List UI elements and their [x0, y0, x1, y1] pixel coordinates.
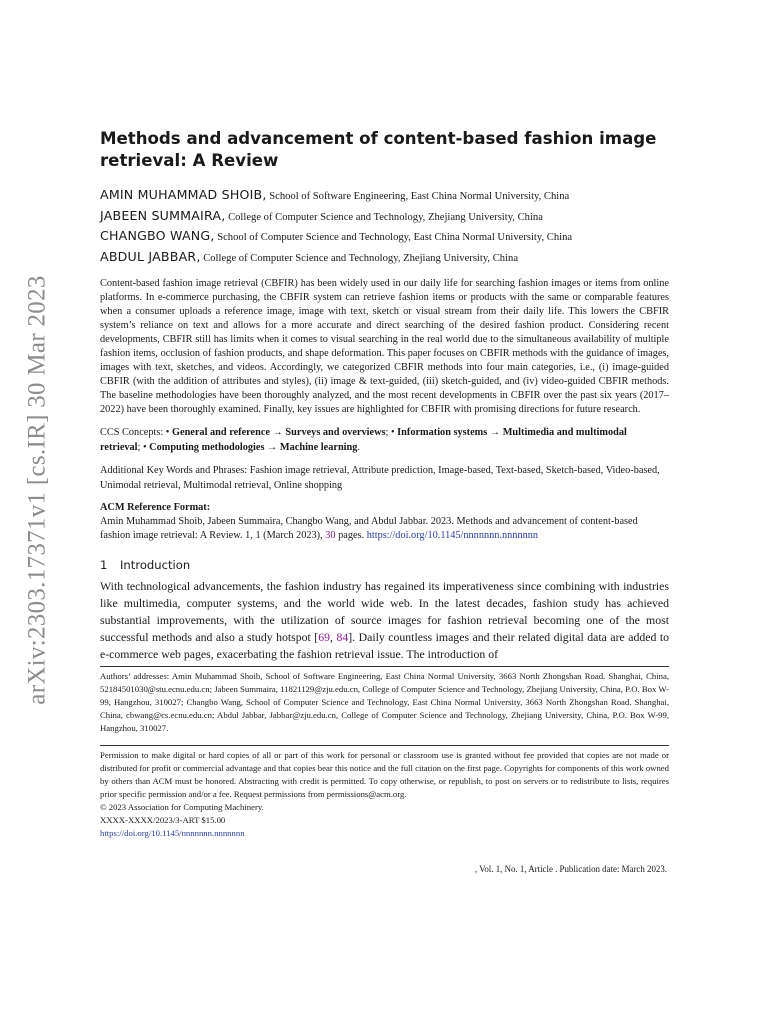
- author-affiliation: School of Software Engineering, East China Normal University, China: [266, 191, 570, 202]
- intro-text: With technological advancements, the fashion industry has regained its imperativeness since combining with industries like multimedia, computer systems, and the world wide web. In the latest decades, fashion study has achieved substantial improvements, with the utilization of source images for fashion retrieval becoming one of the most successful methods and also a study hotspot [: [100, 579, 669, 644]
- reference-format-title: ACM Reference Format:: [100, 502, 211, 513]
- author-name: CHANGBO WANG,: [100, 228, 215, 243]
- author-entry: [100, 227, 669, 248]
- authors-addresses-footnote: Authors’ addresses: Amin Muhammad Shoib, School of Software Engineering, East China Normal University, 3663 North Zhongshan Road. Shanghai, China, 52184501030@stu.ecnu.edu.cn; Jabeen Summaira, 11821129@zju.edu.cn, College of Computer Science and Technology, Zhejiang University, China, P.O. Box W-99, Hangzhou, 310027; Changbo Wang, School of Computer Science and Technology, East China Normal University, 3663 North Zhongshan Road. Shanghai, China, cbwang@cs.ecnu.edu.cn; Abdul Jabbar, Jabbar@zju.edu.cn, College of Computer Science and Technology, Zhejiang University, China, P.O. Box W-99, Hangzhou, 310027.: [100, 671, 669, 733]
- author-name: AMIN MUHAMMAD SHOIB,: [100, 187, 267, 202]
- ccs-concept: Multimedia and multimodal retrieval: [100, 427, 627, 453]
- pages-word: pages.: [335, 530, 367, 541]
- author-affiliation: School of Computer Science and Technology, East China Normal University, China: [214, 232, 573, 243]
- ccs-arrow: →: [269, 427, 286, 438]
- keywords: Additional Key Words and Phrases: Fashion image retrieval, Attribute prediction, Image-based, Text-based, Sketch-based, Video-based, Unimodal retrieval, Multimodal retrieval, Online shopping: [100, 465, 660, 491]
- abstract: Content-based fashion image retrieval (CBFIR) has been widely used in our daily life for searching fashion images or items from online platforms. In e-commerce purchasing, the CBFIR system can retrieve fashion items or products with the same or comparable features when a consumer uploads a reference image, image with text, sketch or visual stream from their daily life. This lowers the CBFIR system’s reliance on text and allows for a more accurate and direct searching of the desired fashion product. Considering recent developments, CBFIR still has limits when it comes to visual searching in the real world due to the simultaneous availability of multiple fashion items, occlusion of fashion products, and shape deformation. This paper focuses on CBFIR methods with the guidance of images, images with text, sketches, and videos. Accordingly, we categorized CBFIR methods into four main categories, i.e., (i) image-guided CBFIR (with the addition of attributes and styles), (ii) image & text-guided, (iii) sketch-guided, and (iv) video-guided CBFIR methods. The baseline methodologies have been thoroughly analyzed, and the most recent developments in CBFIR over the past six years (2017–2022) have been thoroughly examined. Finally, key issues are highlighted for CBFIR with promising directions for future research.: [100, 278, 669, 415]
- ccs-arrow: →: [264, 442, 280, 453]
- ccs-label: CCS Concepts:: [100, 427, 166, 438]
- paper-title: Methods and advancement of content-based fashion image retrieval: A Review: [100, 129, 657, 170]
- copyright-line: © 2023 Association for Computing Machinery.: [100, 802, 264, 812]
- paper-page: [100, 128, 669, 840]
- issn-line: XXXX-XXXX/2023/3-ART $15.00: [100, 815, 226, 825]
- ccs-concept: General and reference: [171, 427, 270, 438]
- arxiv-sidebar-stamp: [16, 275, 60, 705]
- publication-info: , Vol. 1, No. 1, Article . Publication date: March 2023.: [474, 864, 667, 874]
- ccs-bullet: •: [165, 427, 172, 438]
- ccs-end: .: [357, 442, 360, 453]
- ccs-concept: Machine learning: [279, 442, 358, 453]
- intro-text: ]. Daily countless images and their related digital data are added to e-commerce web pages, exacerbating the fashion retrieval issue. The introduction of: [100, 630, 670, 661]
- arxiv-id: arXiv:2303.17371v1 [cs.IR] 30 Mar 2023: [24, 275, 51, 705]
- author-affiliation: College of Computer Science and Technology, Zhejiang University, China: [225, 211, 543, 223]
- ccs-bullet: •: [142, 442, 150, 453]
- ccs-concepts: [100, 425, 669, 455]
- permission-notice: Permission to make digital or hard copies of all or part of this work for personal or classroom use is granted without fee provided that copies are not made or distributed for profit or commercial advantage and that copies bear this notice and the full citation on the first page. Copyrights for components of this work owned by others than ACM must be honored. Abstracting with credit is permitted. To copy otherwise, or republish, to post on servers or to redistribute to lists, requires prior specific permission and/or a fee. Request permissions from permissions@acm.org.: [100, 750, 669, 799]
- footnote-divider: [100, 666, 669, 667]
- author-name: JABEEN SUMMAIRA,: [100, 207, 226, 223]
- author-affiliation: College of Computer Science and Technology, Zhejiang University, China: [200, 252, 519, 264]
- author-name: ABDUL JABBAR,: [100, 248, 201, 264]
- author-entry: [100, 207, 669, 228]
- doi-footer-link[interactable]: https://doi.org/10.1145/nnnnnnn.nnnnnnn: [100, 828, 245, 838]
- citation-link[interactable]: 69: [318, 630, 331, 644]
- ccs-concept: Computing methodologies: [149, 442, 265, 453]
- reference-format-text: [100, 515, 669, 543]
- ccs-concept: Surveys and overviews: [285, 427, 386, 438]
- citation-link[interactable]: 84: [336, 630, 349, 644]
- section-title: Introduction: [120, 558, 191, 572]
- author-list: [100, 186, 669, 268]
- ccs-separator: ;: [385, 427, 391, 438]
- ccs-separator: ;: [137, 442, 143, 453]
- author-entry: [100, 248, 669, 269]
- author-entry: [100, 186, 669, 207]
- introduction-paragraph: [100, 578, 669, 663]
- section-heading: [100, 558, 669, 572]
- permission-divider: [100, 745, 669, 746]
- section-number: 1: [100, 558, 108, 572]
- ccs-concept: Information systems: [397, 427, 488, 438]
- ccs-arrow: →: [487, 427, 503, 438]
- ccs-bullet: •: [390, 427, 398, 438]
- page-count-link[interactable]: 30: [325, 530, 336, 541]
- reference-citation: Amin Muhammad Shoib, Jabeen Summaira, Changbo Wang, and Abdul Jabbar. 2023. Methods and advancement of content-based fashion image retrieval: A Review. 1, 1 (March 2023),: [100, 516, 638, 541]
- citation-separator: ,: [330, 630, 337, 644]
- doi-link[interactable]: https://doi.org/10.1145/nnnnnnn.nnnnnnn: [366, 530, 539, 541]
